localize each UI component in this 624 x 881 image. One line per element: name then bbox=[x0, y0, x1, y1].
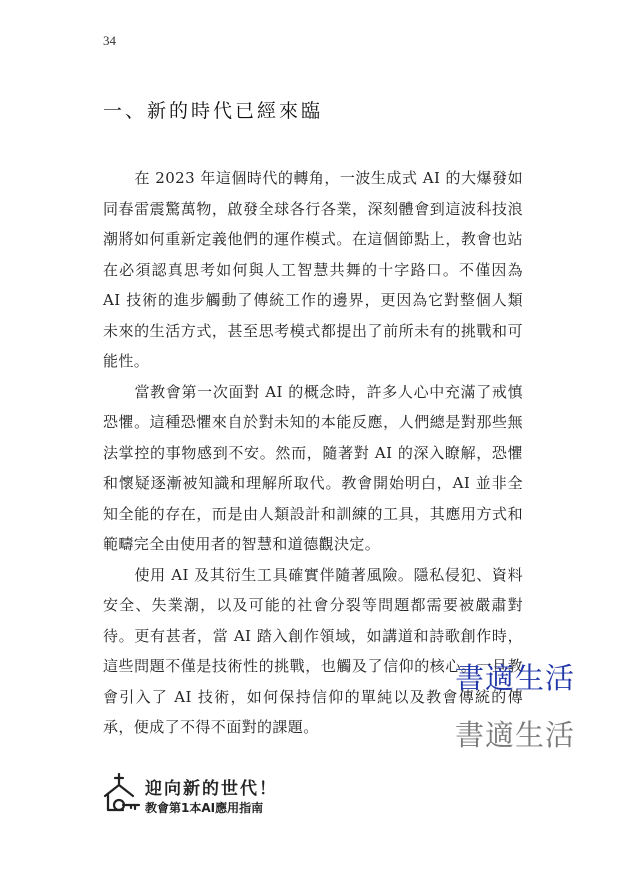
paragraph: 使用 AI 及其衍生工具確實伴隨著風險。隱私侵犯、資料安全、失業潮，以及可能的社會分裂等問題都需要被嚴肅對待。更有甚者，當 AI 踏入創作領域，如講道和詩歌創作時，這些問題不僅是技術性的挑戰，也觸及了信仰的核心。一旦教會引入了 AI 技術，如何保持信仰的單純以及教會傳統的傳承，便成了不得不面對的課題。 bbox=[103, 565, 523, 736]
footer-brand bbox=[101, 772, 321, 822]
church-cross-icon bbox=[101, 772, 147, 818]
paragraph: 在 2023 年這個時代的轉角，一波生成式 AI 的大爆發如同春雷震驚萬物，啟發全球各行各業，深刻體會到這波科技浪潮將如何重新定義他們的運作模式。在這個節點上，教會也站在必須認真思考如何與人工智慧共舞的十字路口。不僅因為 AI 技術的進步觸動了傳統工作的邊界，更因為它對整個人類未來的生活方式，甚至思考模式都提出了前所未有的挑戰和可能性。 bbox=[103, 169, 523, 370]
brand-title: 迎向新的世代！ bbox=[145, 779, 278, 799]
watermark-blue: 書適生活 bbox=[455, 661, 576, 695]
section-title: 一、新的時代已經來臨 bbox=[103, 100, 324, 122]
page-number: 34 bbox=[103, 33, 116, 48]
brand-subtitle: 教會第1本AI應用指南 bbox=[145, 801, 264, 815]
watermark-gray: 書適生活 bbox=[455, 718, 576, 752]
paragraph: 當教會第一次面對 AI 的概念時，許多人心中充滿了戒慎恐懼。這種恐懼來自於對未知的本能反應，人們總是對那些無法掌控的事物感到不安。然而，隨著對 AI 的深入瞭解，恐懼和懷疑逐漸被知識和理解所取代。教會開始明白，AI 並非全知全能的存在，而是由人類設計和訓練的工具，其應用方式和範疇完全由使用者的智慧和道德觀決定。 bbox=[103, 382, 523, 553]
